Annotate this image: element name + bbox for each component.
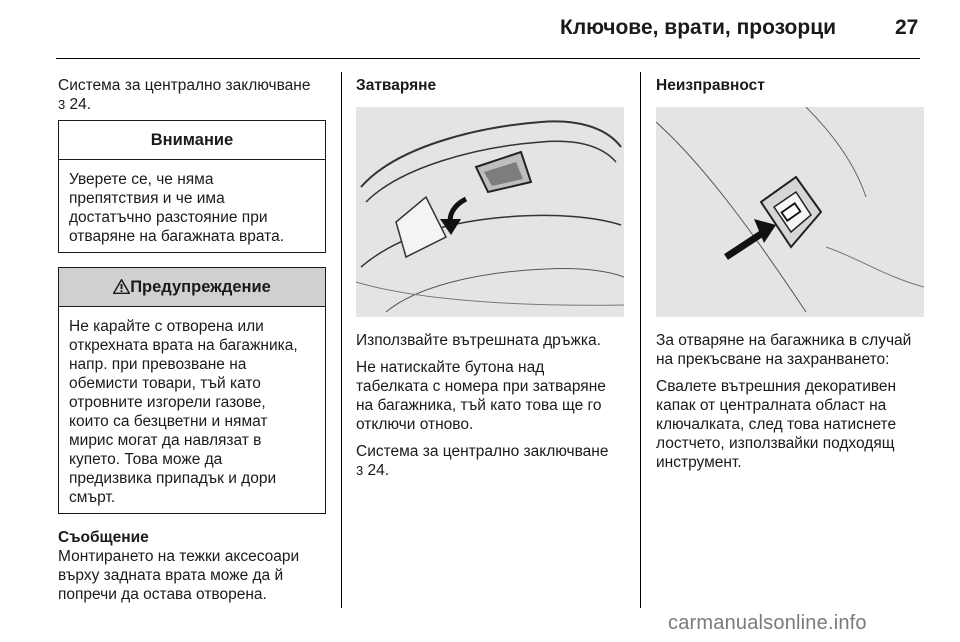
tailgate-inner-handle-illustration: [356, 107, 624, 317]
closing-xref: [356, 442, 624, 480]
emergency-release-illustration: [656, 107, 924, 317]
watermark: carmanualsonline.info: [668, 612, 867, 634]
xref-paragraph: [58, 76, 326, 114]
caution-box: [58, 120, 326, 253]
caution-title: Внимание: [59, 121, 325, 160]
warning-triangle-icon: [113, 279, 130, 294]
emergency-release-drawing: [656, 107, 924, 317]
section-title-closing: Затваряне: [356, 77, 437, 94]
page-number: 27: [895, 16, 919, 39]
header-rule: [56, 58, 920, 59]
warning-header: [59, 268, 325, 307]
malfunction-paragraph-1: За отваряне на багажника в случай на прекъсване на захранването:: [656, 332, 912, 368]
section-title-malfunction: Неизправност: [656, 77, 765, 94]
xref-text: Система за централно заключване: [356, 443, 609, 460]
column-divider: [640, 72, 641, 608]
column-middle: [356, 76, 624, 488]
closing-paragraph-1: Използвайте вътрешната дръжка.: [356, 332, 601, 349]
column-right: [656, 76, 924, 480]
malfunction-paragraph-2: Свалете вътрешния декоративен капак от централната област на ключалката, след това натиснете лостчето, използвайки подходящ инструмент.: [656, 378, 897, 471]
xref-page[interactable]: 24.: [69, 96, 92, 113]
tailgate-handle-drawing: [356, 107, 624, 317]
column-divider: [341, 72, 342, 608]
running-header-title: Ключове, врати, прозорци: [560, 16, 837, 39]
xref-text: Система за централно заключване: [58, 77, 311, 94]
xref-arrow-icon: 3: [58, 97, 66, 112]
closing-paragraph-2: Не натискайте бутона над табелката с номера при затваряне на багажника, тъй като това ще го отключи отново.: [356, 359, 606, 433]
xref-page[interactable]: 24.: [367, 462, 390, 479]
note-body: Монтирането на тежки аксесоари върху задната врата може да й попречи да остава отворена.: [58, 548, 300, 603]
column-left: [58, 76, 326, 604]
note-title: Съобщение: [58, 529, 149, 546]
warning-box: [58, 267, 326, 514]
warning-body: Не карайте с отворена или открехната врата на багажника, напр. при превозване на обемисти товари, тъй като отровните изгорели газове, които са безцветни и нямат мирис могат да навлязат в купето. Това може да предизвика припадък и дори смърт.: [69, 318, 298, 506]
warning-title: Предупреждение: [130, 278, 271, 296]
xref-arrow-icon: 3: [356, 463, 364, 478]
caution-body: Уверете се, че няма препятствия и че има достатъчно разстояние при отваряне на багажната врата.: [69, 171, 284, 245]
